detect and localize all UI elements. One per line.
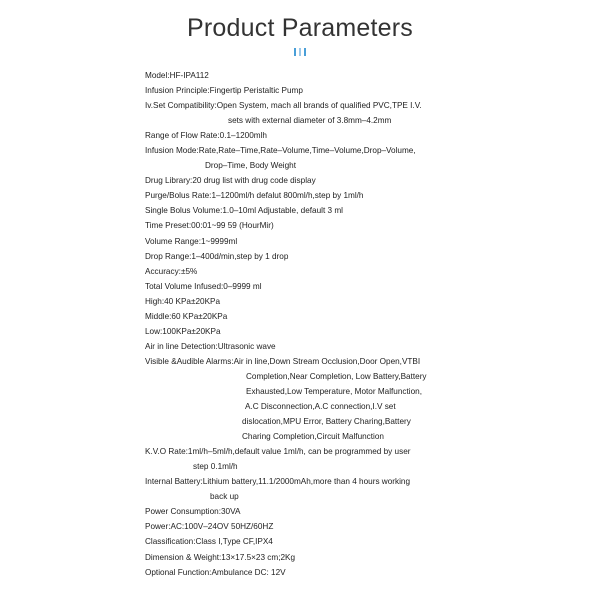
spec-internal-battery-continuation: back up [210, 492, 239, 502]
decoration-bar [299, 48, 301, 56]
spec-alarms-continuation: A.C Disconnection,A.C connection,I.V set [245, 402, 396, 412]
decoration-bar [304, 48, 306, 56]
spec-occlusion-low: Low:100KPa±20KPa [145, 326, 221, 336]
spec-alarms-continuation: Exhausted,Low Temperature, Motor Malfunction, [246, 386, 422, 396]
spec-infusion-principle: Infusion Principle:Fingertip Peristaltic Pump [145, 86, 303, 96]
spec-optional-function: Optional Function:Ambulance DC: 12V [145, 567, 286, 577]
spec-power: Power:AC:100V–24OV 50HZ/60HZ [145, 522, 274, 532]
spec-list [145, 68, 585, 580]
spec-iv-set-compatibility: Iv.Set Compatibility:Open System, mach all brands of qualified PVC,TPE I.V. [145, 101, 422, 111]
spec-drug-library: Drug Library:20 drug list with drug code display [145, 176, 316, 186]
spec-kvo-rate: K.V.O Rate:1ml/h–5ml/h,default value 1ml/h, can be programmed by user [145, 447, 411, 457]
spec-power-consumption: Power Consumption:30VA [145, 507, 241, 517]
spec-alarms: Visible &Audible Alarms:Air in line,Down Stream Occlusion,Door Open,VTBI [145, 356, 421, 366]
spec-infusion-mode-continuation: Drop–Time, Body Weight [205, 161, 297, 171]
title-underline-decoration [292, 48, 308, 56]
spec-occlusion-high: High:40 KPa±20KPa [145, 296, 221, 306]
spec-accuracy: Accuracy:±5% [145, 266, 198, 276]
spec-classification: Classification:Class I,Type CF,IPX4 [145, 537, 273, 547]
spec-alarms-continuation: Completion,Near Completion, Low Battery,Battery [246, 371, 427, 381]
spec-alarms-continuation: Charing Completion,Circuit Malfunction [242, 432, 384, 442]
spec-occlusion-middle: Middle:60 KPa±20KPa [145, 311, 228, 321]
spec-total-volume-infused: Total Volume Infused:0–9999 ml [145, 281, 262, 291]
spec-air-detection: Air in line Detection:Ultrasonic wave [145, 341, 276, 351]
spec-kvo-continuation: step 0.1ml/h [193, 462, 238, 472]
spec-infusion-mode: Infusion Mode:Rate,Rate–Time,Rate–Volume,Time–Volume,Drop–Volume, [145, 146, 416, 156]
spec-alarms-continuation: dislocation,MPU Error, Battery Charing,Battery [242, 417, 411, 427]
spec-model: Model:HF-IPA112 [145, 71, 209, 80]
page-title: Product Parameters [187, 14, 413, 42]
spec-drop-range: Drop Range:1–400d/min,step by 1 drop [145, 251, 289, 261]
spec-iv-set-continuation: sets with external diameter of 3.8mm–4.2mm [228, 116, 392, 126]
spec-internal-battery: Internal Battery:Lithium battery,11.1/2000mAh,more than 4 hours working [145, 477, 411, 487]
decoration-bar [294, 48, 296, 56]
spec-purge-bolus-rate: Purge/Bolus Rate:1–1200ml/h defalut 800ml/h,step by 1ml/h [145, 191, 364, 201]
spec-single-bolus-volume: Single Bolus Volume:1.0–10ml Adjustable, default 3 ml [145, 206, 343, 216]
spec-time-preset: Time Preset:00:01~99 59 (HourMir) [145, 221, 274, 231]
spec-flow-rate: Range of Flow Rate:0.1–1200mlh [145, 131, 267, 141]
spec-dimension-weight: Dimension & Weight:13×17.5×23 cm;2Kg [145, 552, 296, 562]
spec-volume-range: Volume Range:1~9999ml [145, 236, 238, 246]
